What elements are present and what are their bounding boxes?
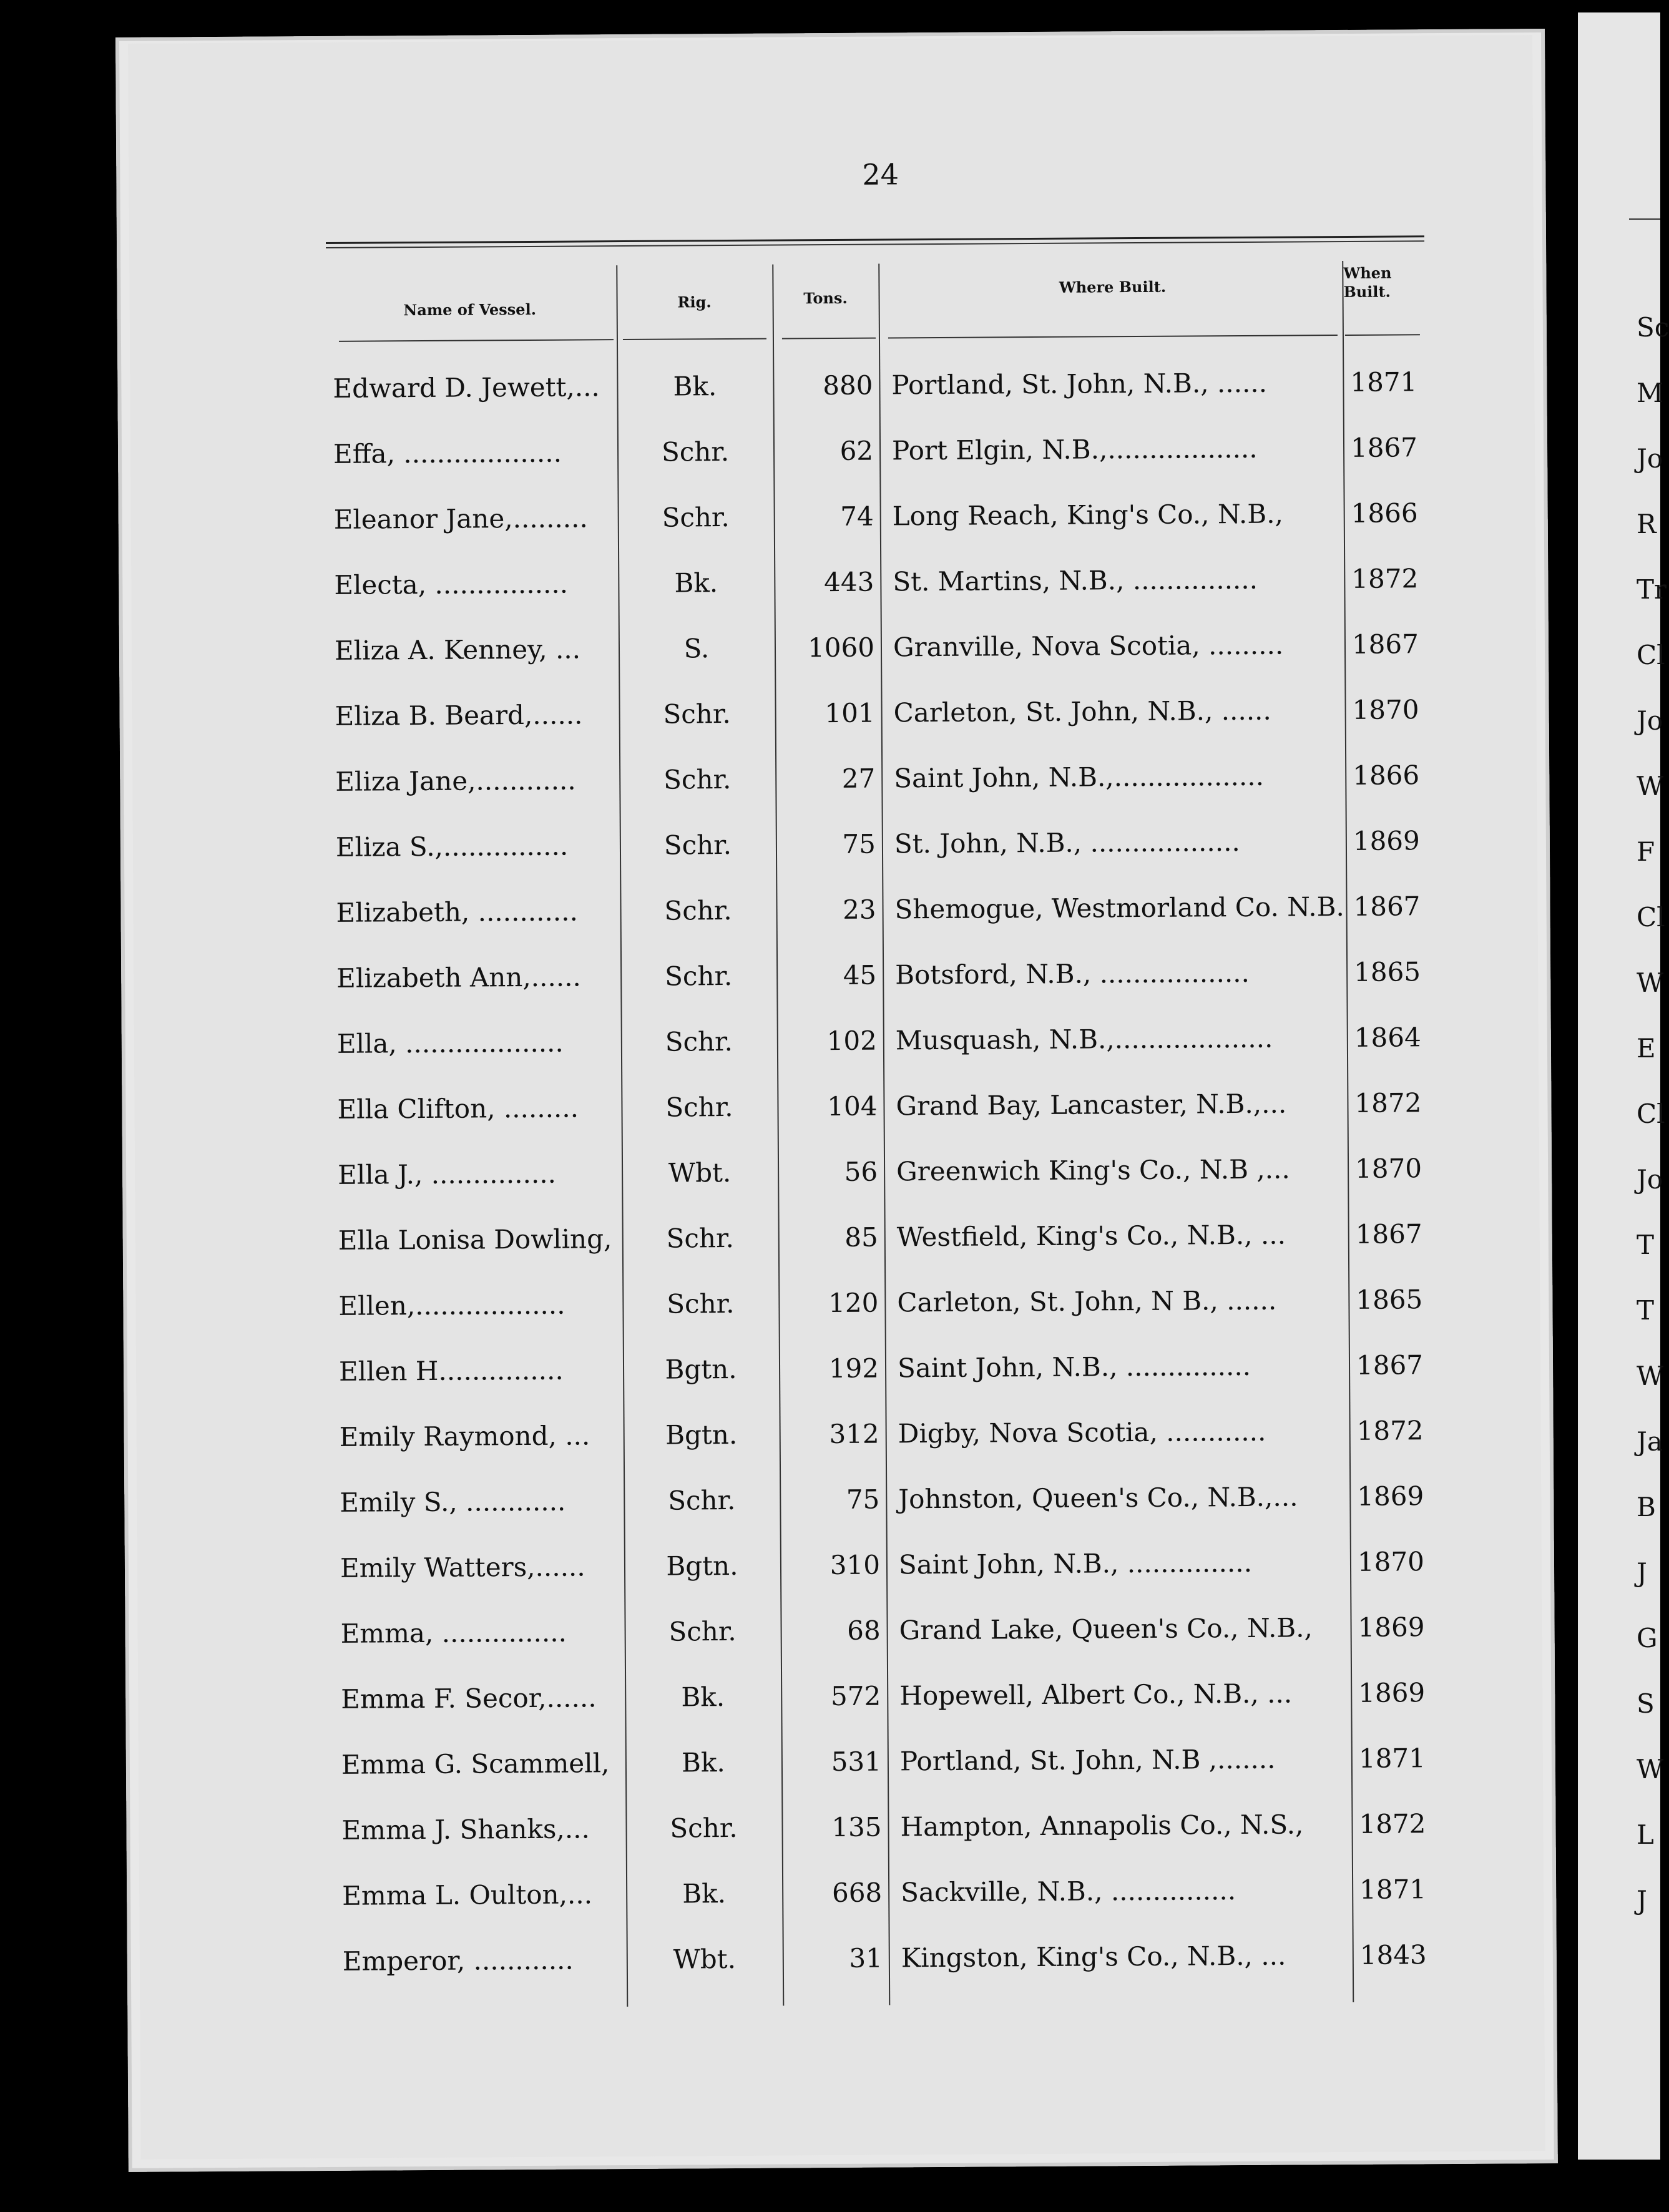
table-row [328, 547, 1427, 620]
table-row [330, 941, 1429, 1013]
vessel-where-built: Kingston, King's Co., N.B., ... [901, 1940, 1286, 1974]
table-row [333, 1465, 1432, 1537]
vessel-tons: 135 [831, 1811, 882, 1843]
vessel-table [326, 235, 1435, 2015]
next-page-letter: Sc [1637, 312, 1669, 343]
vessel-name: Emperor, ............ [342, 1944, 574, 1977]
table-row [331, 1072, 1430, 1144]
page-gap [1567, 12, 1578, 2160]
next-page-letter: Tr [1637, 574, 1667, 605]
next-page-edge [1567, 12, 1669, 2160]
next-page-letter: J [1637, 1557, 1647, 1588]
vessel-where-built: Port Elgin, N.B.,.................. [891, 433, 1258, 466]
vessel-year-built: 1866 [1351, 497, 1418, 529]
vessel-tons: 45 [843, 959, 877, 991]
vessel-rig: Schr. [662, 502, 730, 533]
vessel-name: Emily Watters,...... [340, 1551, 585, 1583]
vessel-name: Emma F. Secor,...... [341, 1682, 597, 1715]
vessel-year-built: 1866 [1353, 760, 1420, 791]
vessel-rig: Wbt. [673, 1943, 737, 1975]
header-underline-when [1345, 334, 1420, 336]
vessel-year-built: 1871 [1350, 366, 1417, 398]
vessel-tons: 572 [830, 1680, 881, 1712]
vessel-tons: 85 [844, 1221, 878, 1253]
table-row [335, 1793, 1434, 1865]
vessel-where-built: Botsford, N.B., .................. [895, 957, 1250, 991]
vessel-rig: Bk. [674, 567, 718, 599]
vessel-rig: Schr. [663, 829, 732, 861]
vessel-where-built: St. Martins, N.B., ............... [893, 564, 1258, 597]
vessel-where-built: Carleton, St. John, N B., ...... [897, 1285, 1277, 1318]
vessel-year-built: 1864 [1354, 1022, 1421, 1053]
vessel-rig: Schr. [670, 1812, 738, 1844]
vessel-rig: Schr. [666, 1222, 734, 1254]
header-when-line1: When [1343, 263, 1392, 282]
vessel-tons: 104 [827, 1090, 878, 1122]
vessel-year-built: 1870 [1354, 1153, 1422, 1184]
vessel-where-built: Digby, Nova Scotia, ............ [898, 1416, 1266, 1449]
table-row [334, 1530, 1433, 1603]
vessel-rig: Schr. [663, 698, 731, 730]
table-row [327, 416, 1426, 489]
vessel-name: Emma J. Shanks,... [341, 1813, 590, 1846]
table-row [335, 1661, 1434, 1734]
next-page-letter: Jo [1637, 705, 1663, 736]
vessel-year-built: 1870 [1357, 1546, 1424, 1577]
vessel-name: Eliza B. Beard,...... [335, 699, 583, 732]
table-row [333, 1399, 1432, 1472]
next-page-letter: Ja [1637, 1426, 1663, 1457]
vessel-where-built: Greenwich King's Co., N.B ,... [896, 1153, 1290, 1187]
vessel-year-built: 1867 [1350, 432, 1418, 463]
vessel-where-built: Saint John, N.B., ............... [897, 1350, 1251, 1384]
vessel-rig: Schr. [665, 1025, 733, 1057]
vessel-tons: 75 [846, 1484, 880, 1515]
vessel-name: Emma L. Oulton,... [342, 1879, 593, 1911]
vessel-year-built: 1872 [1354, 1087, 1422, 1118]
vessel-tons: 23 [842, 894, 876, 925]
vessel-name: Emma G. Scammell, [341, 1748, 610, 1780]
vessel-year-built: 1867 [1355, 1218, 1422, 1250]
vessel-year-built: 1867 [1356, 1349, 1424, 1381]
vessel-tons: 101 [825, 697, 875, 729]
next-page-letter: T [1637, 1295, 1655, 1326]
next-page-letter: B [1637, 1492, 1656, 1522]
next-page-letter: W [1637, 1361, 1664, 1391]
vessel-rig: Schr. [663, 763, 732, 795]
header-rig: Rig. [677, 293, 712, 311]
vessel-name: Edward D. Jewett,... [333, 371, 600, 404]
table-row [334, 1596, 1433, 1668]
vessel-name: Ellen H............... [338, 1354, 564, 1387]
vessel-rig: Schr. [665, 1091, 733, 1123]
vessel-tons: 668 [831, 1877, 883, 1909]
table-row [331, 1203, 1431, 1275]
vessel-year-built: 1869 [1353, 825, 1420, 856]
vessel-tons: 880 [823, 369, 873, 401]
table-row [336, 1858, 1435, 1931]
next-page-letter: R [1637, 509, 1657, 539]
next-page-letter: Jo [1637, 1164, 1663, 1195]
next-page-letter: E [1637, 1033, 1656, 1064]
vessel-name: Ella, ................... [336, 1027, 564, 1059]
next-page-letter: J [1637, 1885, 1647, 1916]
vessel-tons: 74 [840, 501, 874, 532]
next-page-letter: Cl [1637, 902, 1665, 932]
vessel-year-built: 1865 [1354, 956, 1421, 987]
next-page-letter: G [1637, 1623, 1658, 1653]
table-row [330, 810, 1429, 882]
vessel-name: Elizabeth, ............ [336, 896, 578, 928]
vessel-tons: 62 [839, 435, 874, 466]
table-row [331, 1137, 1431, 1210]
vessel-where-built: Portland, St. John, N.B., ...... [891, 367, 1268, 401]
vessel-name: Ella Lonisa Dowling, [338, 1223, 612, 1256]
vessel-name: Emily S., ............ [340, 1485, 566, 1518]
table-row [332, 1268, 1431, 1341]
vessel-rig: Bgtn. [665, 1353, 737, 1385]
table-row [328, 613, 1427, 685]
vessel-name: Electa, ................ [334, 568, 569, 600]
vessel-where-built: Portland, St. John, N.B ,....... [899, 1743, 1276, 1777]
next-page-letter: L [1637, 1819, 1654, 1850]
vessel-rig: Schr. [664, 960, 733, 992]
vessel-year-built: 1867 [1353, 891, 1421, 922]
vessel-tons: 192 [828, 1353, 879, 1384]
table-top-rule [326, 235, 1424, 244]
vessel-name: Eliza A. Kenney, ... [334, 634, 581, 666]
page-number: 24 [862, 157, 899, 192]
next-page-letter: M [1637, 378, 1664, 408]
vessel-rig: Schr. [664, 894, 732, 926]
vessel-rig: Schr. [668, 1484, 736, 1516]
vessel-tons: 443 [824, 566, 874, 598]
vessel-where-built: Hampton, Annapolis Co., N.S., [900, 1809, 1304, 1843]
vessel-name: Ella Clifton, ......... [337, 1092, 579, 1125]
next-page-letter: W [1637, 771, 1664, 801]
table-row [329, 744, 1428, 816]
vessel-where-built: Saint John, N.B.,.................. [894, 760, 1265, 794]
vessel-tons: 27 [841, 763, 876, 794]
vessel-where-built: St. John, N.B., .................. [894, 826, 1240, 859]
next-page-letter: S [1637, 1688, 1655, 1719]
vessel-year-built: 1869 [1358, 1677, 1426, 1708]
vessel-where-built: Hopewell, Albert Co., N.B., ... [899, 1678, 1293, 1711]
table-row [333, 1334, 1432, 1406]
next-page-rule [1629, 218, 1660, 220]
vessel-rig: Bgtn. [665, 1419, 738, 1451]
table-row [331, 1006, 1430, 1079]
next-page-letter: T [1637, 1230, 1655, 1260]
vessel-where-built: Grand Bay, Lancaster, N.B.,... [896, 1088, 1287, 1122]
header-where: Where Built. [1059, 277, 1167, 296]
vessel-year-built: 1843 [1359, 1939, 1427, 1970]
next-page-letter: W [1637, 967, 1664, 998]
next-page-letter: F [1637, 836, 1655, 867]
next-page-letter: Cl [1637, 1099, 1665, 1129]
vessel-year-built: 1869 [1357, 1480, 1424, 1512]
header-underline-name [339, 339, 614, 342]
vessel-name: Elizabeth Ann,...... [336, 961, 581, 994]
vessel-rig: S. [683, 633, 710, 664]
vessel-where-built: Shemogue, Westmorland Co. N.B. [894, 891, 1344, 925]
table-row [326, 351, 1426, 423]
vessel-name: Ella J., ............... [337, 1158, 557, 1190]
vessel-rig: Wbt. [668, 1157, 732, 1188]
vessel-name: Eliza S.,............... [335, 830, 569, 863]
vessel-rig: Bgtn. [666, 1550, 738, 1582]
vessel-year-built: 1872 [1359, 1808, 1426, 1839]
table-row [330, 875, 1429, 947]
vessel-name: Eleanor Jane,......... [333, 502, 588, 535]
vessel-where-built: Johnston, Queen's Co., N.B.,... [898, 1481, 1298, 1515]
vessel-where-built: Granville, Nova Scotia, ......... [893, 629, 1284, 663]
vessel-where-built: Grand Lake, Queen's Co., N.B., [899, 1612, 1313, 1646]
vessel-tons: 56 [844, 1156, 878, 1187]
vessel-rig: Bk. [681, 1681, 725, 1713]
next-page-letter: Jo [1637, 443, 1663, 474]
vessel-tons: 31 [849, 1942, 883, 1974]
header-underline-rig [623, 338, 766, 340]
table-row [336, 1924, 1436, 1996]
vessel-where-built: Westfield, King's Co., N.B., ... [896, 1219, 1286, 1253]
vessel-tons: 1060 [807, 632, 875, 663]
vessel-year-built: 1865 [1356, 1284, 1423, 1315]
vessel-year-built: 1871 [1358, 1743, 1426, 1774]
page-sheet [128, 35, 1545, 2160]
header-tons: Tons. [803, 288, 848, 308]
vessel-tons: 310 [830, 1549, 881, 1581]
vessel-name: Effa, ................... [333, 437, 562, 469]
vessel-tons: 120 [828, 1287, 879, 1319]
vessel-rig: Bk. [673, 371, 717, 402]
vessel-year-built: 1872 [1356, 1415, 1424, 1446]
vessel-where-built: Carleton, St. John, N.B., ...... [893, 695, 1271, 728]
vessel-tons: 531 [831, 1746, 882, 1778]
ledger-page [115, 29, 1558, 2172]
vessel-name: Eliza Jane,............ [335, 765, 576, 797]
vessel-where-built: Musquash, N.B.,................... [895, 1022, 1273, 1056]
vessel-year-built: 1871 [1359, 1874, 1427, 1905]
vessel-year-built: 1867 [1351, 629, 1419, 660]
vessel-tons: 75 [842, 828, 876, 859]
vessel-rig: Bk. [682, 1878, 727, 1909]
vessel-rig: Schr. [668, 1615, 737, 1647]
table-row [327, 482, 1426, 554]
table-row [328, 678, 1427, 751]
vessel-rig: Schr. [661, 436, 730, 467]
next-page-letter: Cl [1637, 640, 1665, 670]
header-underline-where [888, 335, 1338, 338]
vessel-name: Ellen,.................. [338, 1289, 565, 1321]
vessel-rig: Bk. [681, 1747, 725, 1778]
header-name: Name of Vessel. [403, 300, 537, 320]
vessel-tons: 312 [829, 1418, 879, 1450]
vessel-where-built: Sackville, N.B., ............... [901, 1875, 1236, 1908]
vessel-rig: Schr. [667, 1288, 735, 1319]
next-page-letter: W [1637, 1754, 1664, 1784]
vessel-where-built: Saint John, N.B., ............... [898, 1547, 1253, 1580]
vessel-year-built: 1870 [1352, 694, 1419, 725]
vessel-tons: 68 [847, 1615, 881, 1646]
header-when-line2: Built. [1343, 282, 1391, 301]
vessel-year-built: 1869 [1358, 1612, 1425, 1643]
vessel-name: Emma, ............... [340, 1617, 567, 1649]
vessel-tons: 102 [826, 1025, 877, 1057]
vessel-name: Emily Raymond, ... [339, 1420, 590, 1452]
header-when [1343, 263, 1424, 301]
header-underline-tons [782, 338, 876, 340]
vessel-where-built: Long Reach, King's Co., N.B., [892, 498, 1284, 532]
table-row [335, 1727, 1434, 1799]
vessel-rows [326, 351, 1427, 1977]
vessel-year-built: 1872 [1351, 563, 1419, 594]
